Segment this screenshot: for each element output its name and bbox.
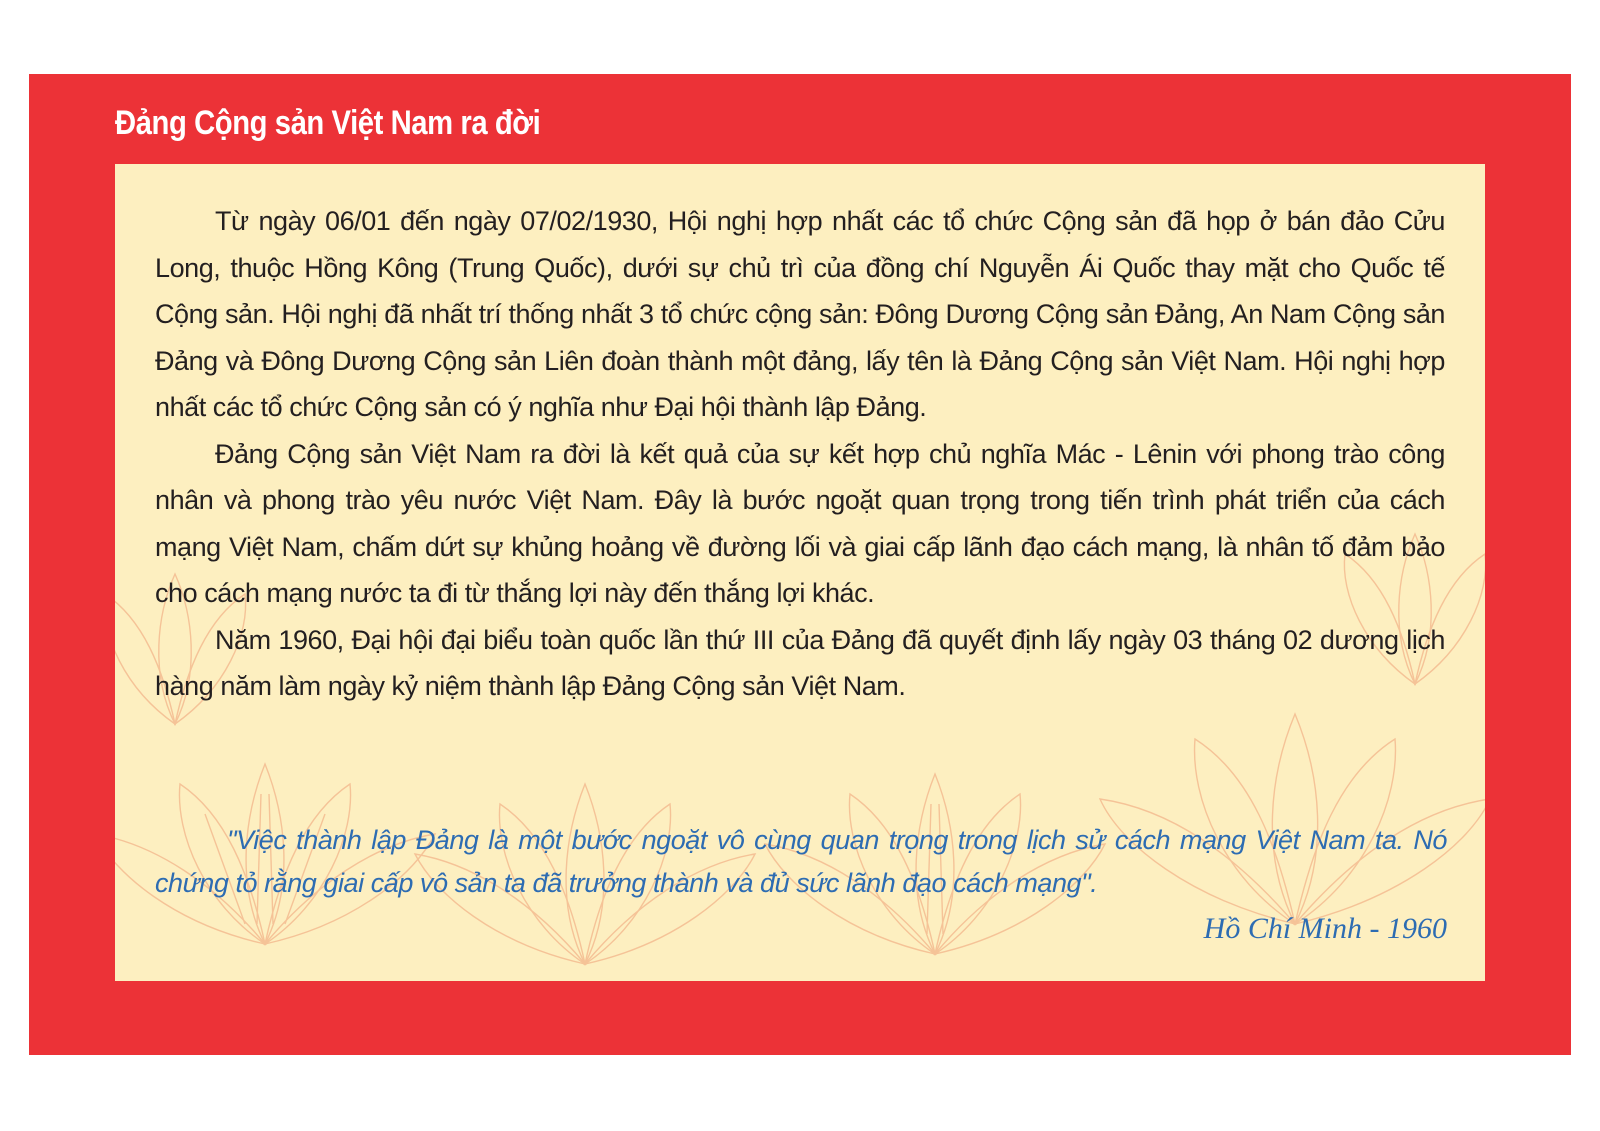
quote: "Việc thành lập Đảng là một bước ngoặt vô cùng quan trọng trong lịch sử cách mạng Việt Nam ta. Nó chứng tỏ rằng giai cấp vô sản ta đã trưởng thành và đủ sức lãnh đạo cách mạng". xyxy=(155,825,1447,898)
content-panel xyxy=(115,164,1485,981)
paragraph: Từ ngày 06/01 đến ngày 07/02/1930, Hội nghị hợp nhất các tổ chức Cộng sản đã họp ở bán đảo Cửu Long, thuộc Hồng Kông (Trung Quốc), dưới sự chủ trì của đồng chí Nguyễn Ái Quốc thay mặt cho Quốc tế Cộng sản. Hội nghị đã nhất trí thống nhất 3 tổ chức cộng sản: Đông Dương Cộng sản Đảng, An Nam Cộng sản Đảng và Đông Dương Cộng sản Liên đoàn thành một đảng, lấy tên là Đảng Cộng sản Việt Nam. Hội nghị hợp nhất các tổ chức Cộng sản có ý nghĩa như Đại hội thành lập Đảng. xyxy=(155,206,1445,422)
page-title: Đảng Cộng sản Việt Nam ra đời xyxy=(115,104,541,142)
paragraph: Năm 1960, Đại hội đại biểu toàn quốc lần thứ III của Đảng đã quyết định lấy ngày 03 tháng 02 dương lịch hàng năm làm ngày kỷ niệm thành lập Đảng Cộng sản Việt Nam. xyxy=(155,624,1445,701)
paragraph: Đảng Cộng sản Việt Nam ra đời là kết quả của sự kết hợp chủ nghĩa Mác - Lênin với phong trào công nhân và phong trào yêu nước Việt Nam. Đây là bước ngoặt quan trọng trong tiến trình phát triển của cách mạng Việt Nam, chấm dứt sự khủng hoảng về đường lối và giai cấp lãnh đạo cách mạng, là nhân tố đảm bảo cho cách mạng nước ta đi từ thắng lợi này đến thắng lợi khác. xyxy=(155,438,1445,608)
quote-attribution: Hồ Chí Minh - 1960 xyxy=(1203,912,1447,945)
article-body xyxy=(155,198,1445,710)
